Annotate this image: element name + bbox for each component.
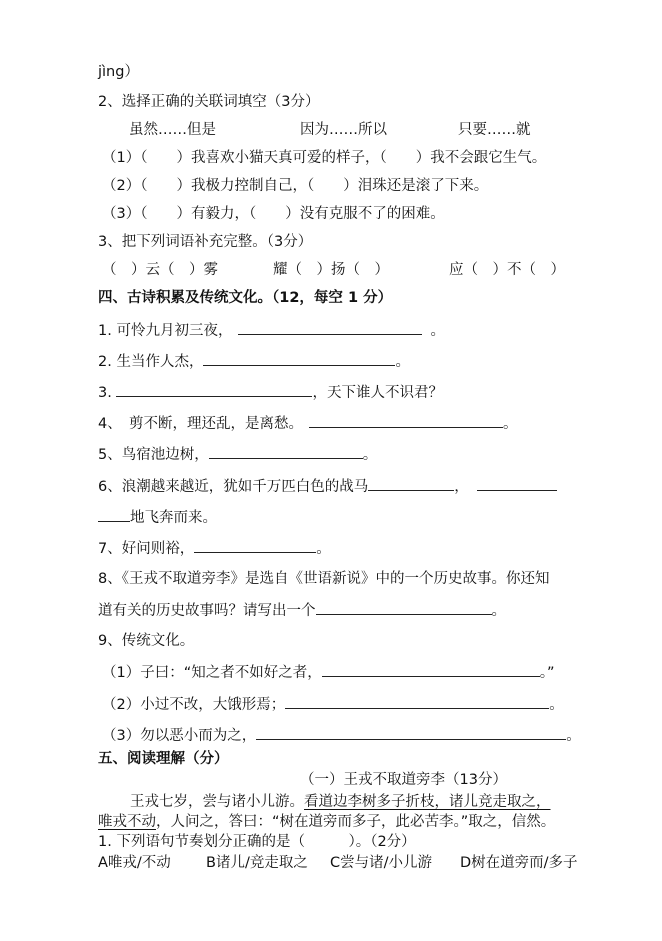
item-text: 4、 剪不断，理还乱，是离愁。 — [98, 416, 303, 432]
s4-item-8a: 8、《王戎不取道旁李》是选自《世语新说》中的一个历史故事。你还知 — [98, 571, 550, 587]
choice-b[interactable]: B诸儿/竞走取之 — [206, 855, 308, 871]
item-text: 1. 可怜九月初三夜， — [98, 323, 233, 339]
answer-blank[interactable]: （ ） — [248, 206, 300, 222]
answer-blank[interactable] — [256, 725, 566, 740]
item-number: 3. — [98, 385, 117, 401]
item-end: 。 — [566, 728, 581, 744]
underlined-sentence: 看道边李树多子折枝，诸儿竞走取之， — [304, 794, 551, 810]
pinyin-tail: jìng） — [98, 64, 139, 80]
item-text: 道有关的历史故事吗？请写出一个 — [98, 603, 316, 619]
reading-question-1: 1. 下列语句节奏划分正确的是（ ）。（2分） — [98, 834, 416, 850]
item-text: （3）勿以恶小而为之， — [102, 728, 257, 744]
answer-blank[interactable] — [368, 476, 454, 491]
q3-word-3[interactable]: 应（ ）不（ ） — [449, 262, 565, 278]
answer-blank[interactable] — [316, 600, 492, 615]
passage-line-1 — [130, 792, 551, 812]
passage-text: 王戎七岁，尝与诸小儿游。 — [130, 794, 304, 810]
answer-blank[interactable]: （ ） — [140, 150, 191, 166]
answer-blank[interactable]: （ ） — [140, 178, 191, 194]
choice-a[interactable]: A唯戎/不动 — [98, 855, 171, 871]
item-text: 我极力控制自己， — [190, 178, 307, 194]
s4-item-1 — [98, 320, 445, 341]
answer-blank[interactable] — [116, 382, 312, 397]
item-end: 。 — [491, 603, 506, 619]
s4-item-9-3 — [102, 725, 581, 746]
passage-text: ，人问之，答曰：“树在道旁而多子，此必苦李。”取之，信然。 — [156, 814, 556, 830]
answer-blank[interactable] — [194, 538, 316, 553]
item-end: 。 — [362, 447, 378, 463]
section4-title: 四、古诗积累及传统文化。（12，每空 1 分） — [98, 290, 393, 306]
s4-item-9-1 — [102, 662, 555, 683]
s4-item-7 — [98, 538, 331, 559]
q2-title: 2、选择正确的关联词填空（3分） — [98, 94, 320, 110]
section5-title: 五、阅读理解（分） — [98, 751, 229, 767]
item-comma: ， — [454, 479, 469, 495]
item-text: 没有克服不了的困难。 — [299, 206, 445, 222]
item-end: 。 — [549, 697, 564, 713]
answer-blank[interactable] — [209, 444, 363, 459]
answer-blank[interactable] — [309, 413, 503, 428]
item-text: （1）子曰：“知之者不如好之者， — [102, 665, 322, 681]
answer-blank[interactable]: （ ） — [306, 178, 358, 194]
s4-item-3 — [98, 382, 443, 403]
item-number: （1） — [102, 150, 141, 166]
item-text: 6、浪潮越来越近，犹如千万匹白色的战马 — [98, 479, 369, 495]
answer-blank[interactable] — [98, 507, 130, 522]
s4-item-9-2 — [102, 694, 564, 715]
answer-blank[interactable]: （ ） — [140, 206, 191, 222]
item-text: （2）小过不改，大饿形焉； — [102, 697, 286, 713]
passage-title: （一）王戎不取道旁李（13分） — [300, 772, 507, 788]
s4-item-8b — [98, 600, 506, 621]
q2-item-2 — [102, 176, 488, 196]
q2-option-3: 只要……就 — [458, 122, 531, 138]
item-end: 。 — [316, 541, 331, 557]
item-end: 。 — [502, 416, 518, 432]
answer-blank[interactable] — [203, 351, 395, 366]
s4-item-5 — [98, 444, 377, 465]
answer-blank[interactable]: （ ） — [379, 150, 431, 166]
item-text: 泪珠还是滚了下来。 — [357, 178, 489, 194]
q2-option-1: 虽然……但是 — [129, 122, 216, 138]
item-text: 我不会跟它生气。 — [430, 150, 547, 166]
s4-item-6 — [98, 476, 557, 497]
choice-c[interactable]: C尝与诸/小儿游 — [330, 855, 433, 871]
s4-item-9: 9、传统文化。 — [98, 633, 195, 649]
q2-item-3 — [102, 204, 445, 224]
answer-blank[interactable] — [285, 694, 549, 709]
item-number: （3） — [102, 206, 141, 222]
item-end: 。 — [430, 323, 445, 339]
item-text: ，天下谁人不识君？ — [312, 385, 443, 401]
q3-word-1[interactable]: （ ）云（ ）雾 — [102, 262, 218, 278]
answer-blank[interactable] — [322, 662, 540, 677]
item-end: 。” — [539, 665, 555, 681]
item-text: 地飞奔而来。 — [130, 510, 217, 526]
passage-line-2 — [98, 812, 555, 832]
s4-item-4 — [98, 413, 517, 434]
s4-item-2 — [98, 351, 410, 372]
q3-word-2[interactable]: 耀（ ）扬（ ） — [273, 262, 389, 278]
item-text: 我喜欢小猫天真可爱的样子， — [190, 150, 380, 166]
item-text: 5、鸟宿池边树， — [98, 447, 209, 463]
underlined-sentence: 唯戎不动 — [98, 814, 156, 830]
s4-item-6-cont — [98, 507, 217, 528]
q3-title: 3、把下列词语补充完整。（3分） — [98, 234, 313, 250]
q2-item-1 — [102, 148, 546, 168]
item-text: 7、好问则裕， — [98, 541, 195, 557]
item-text: 有毅力， — [190, 206, 249, 222]
answer-blank[interactable] — [238, 320, 422, 335]
item-number: （2） — [102, 178, 141, 194]
item-end: 。 — [395, 354, 410, 370]
q2-option-2: 因为……所以 — [300, 122, 387, 138]
item-text: 2. 生当作人杰， — [98, 354, 204, 370]
answer-blank[interactable] — [477, 476, 557, 491]
choice-d[interactable]: D树在道旁而/多子 — [460, 855, 578, 871]
